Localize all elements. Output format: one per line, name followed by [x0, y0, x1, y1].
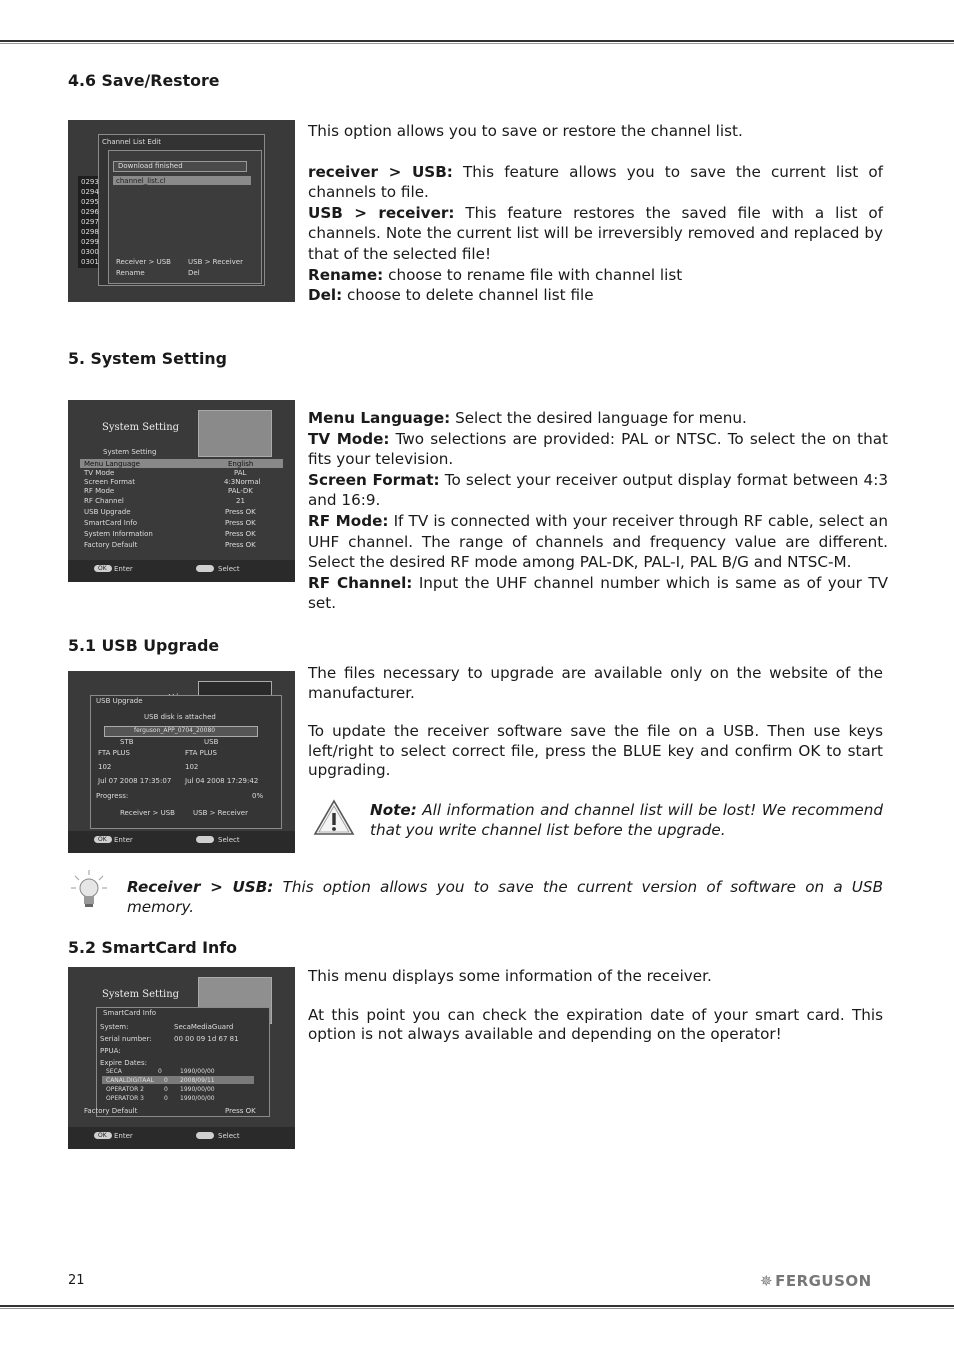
screen-num-5: 0298 — [81, 228, 99, 236]
screen-num-6: 0299 — [81, 238, 99, 246]
usb-title: USB Upgrade — [96, 697, 143, 705]
screen-num-1: 0294 — [81, 188, 99, 196]
ss-row-label-3: RF Mode — [84, 487, 115, 495]
save-restore-intro: This option allows you to save or restore the channel list. — [308, 122, 743, 140]
sc-title: System Setting — [102, 989, 180, 1000]
sc-expire-label: Expire Dates: — [100, 1059, 147, 1067]
usb-upgrade-text — [308, 664, 883, 781]
smartcard-para2: At this point you can check the expiration date of your smart card. This option is not always available and depending on the operator! — [308, 1005, 883, 1044]
ss-row-value-1: PAL — [234, 469, 247, 477]
save-restore-item-0: receiver > USB: This feature allows you to save the current list of channels to file. — [308, 162, 883, 202]
screenshot-usb-upgrade — [68, 671, 295, 853]
ss-select: Select — [218, 565, 240, 573]
sc-serial-value: 00 00 09 1d 67 81 — [174, 1035, 239, 1043]
heading-save-restore: 4.6 Save/Restore — [68, 71, 220, 90]
usb-usb-date: Jul 04 2008 17:29:42 — [185, 777, 259, 785]
save-restore-item-3: Del: choose to delete channel list file — [308, 286, 594, 305]
brand-symbol-icon: ✵ — [760, 1272, 774, 1290]
screen-row-download: Download finished — [118, 162, 183, 170]
usb-select: Select — [218, 836, 240, 844]
ss-row-label-5: USB Upgrade — [84, 508, 131, 516]
ss-row-value-2: 4:3Normal — [224, 478, 261, 486]
usb-btn-usb-receiver: USB > Receiver — [193, 809, 248, 817]
usb-file: ferguson_APP_0704_20080 — [134, 727, 216, 734]
ss-ok: OK — [98, 565, 107, 572]
usb-stb-ver: 102 — [98, 763, 112, 771]
screen-num-3: 0296 — [81, 208, 99, 216]
save-restore-text — [308, 121, 883, 306]
sc-system-label: System: — [100, 1023, 129, 1031]
lightbulb-icon — [70, 869, 108, 911]
screen-title: Channel List Edit — [102, 138, 161, 146]
bottom-rule-thin — [0, 1308, 954, 1309]
sc-row-date-3: 1990/00/00 — [180, 1095, 215, 1102]
ss-row-label-1: TV Mode — [84, 469, 115, 477]
screen-num-8: 0301 — [81, 258, 99, 266]
sc-row-date-1: 2008/09/11 — [180, 1077, 215, 1084]
system-setting-item-3: RF Mode: If TV is connected with your receiver through RF cable, select an UHF channel. The range of channels and frequency value are different. Select the desired RF mode among PAL-DK, PAL-I, PAL B/G and NTSC-M. — [308, 511, 888, 572]
sc-factory-value: Press OK — [225, 1107, 256, 1115]
brand-name: FERGUSON — [775, 1272, 872, 1290]
screen-num-4: 0297 — [81, 218, 99, 226]
usb-upgrade-tip: Receiver > USB: This option allows you to save the current version of software on a USB memory. — [127, 878, 883, 916]
page-number: 21 — [68, 1273, 85, 1288]
sc-factory-label: Factory Default — [84, 1107, 138, 1115]
save-restore-item-1: USB > receiver: This feature restores the saved file with a list of channels. Note the current list will be irreversibly removed and replaced by that of the selected file! — [308, 203, 883, 263]
sc-enter: Enter — [114, 1132, 133, 1140]
sc-row-num-0: 0 — [158, 1068, 162, 1075]
ss-row-label-2: Screen Format — [84, 478, 135, 486]
sc-row-num-2: 0 — [164, 1086, 168, 1093]
usb-upgrade-note: Note: All information and channel list will be lost! We recommend that you write channel list before the upgrade. — [370, 801, 883, 839]
sc-ok: OK — [98, 1132, 107, 1139]
smartcard-para1: This menu displays some information of the receiver. — [308, 967, 712, 985]
ss-row-value-3: PAL-DK — [228, 487, 253, 495]
sc-row-name-0: SECA — [106, 1068, 122, 1075]
ss-enter: Enter — [114, 565, 133, 573]
sc-row-name-2: OPERATOR 2 — [106, 1086, 144, 1093]
top-rule — [0, 40, 954, 42]
top-rule-thin — [0, 43, 954, 44]
usb-upgrade-para1: The files necessary to upgrade are available only on the website of the manufacturer. — [308, 664, 883, 702]
sc-row-num-1: 0 — [164, 1077, 168, 1084]
screen-subtitle: System Setting — [103, 448, 157, 456]
screen-btn-del: Del — [188, 269, 200, 277]
heading-smartcard-info: 5.2 SmartCard Info — [68, 938, 238, 957]
usb-btn-receiver-usb: Receiver > USB — [120, 809, 175, 817]
brand-logo — [760, 1272, 872, 1290]
usb-upgrade-para2: To update the receiver software save the file on a USB. Then use keys left/right to select correct file, press the BLUE key and confirm OK to start upgrading. — [308, 722, 883, 780]
smartcard-text — [308, 967, 883, 1045]
bottom-rule — [0, 1305, 954, 1307]
heading-system-setting: 5. System Setting — [68, 349, 227, 368]
system-setting-item-4: RF Channel: Input the UHF channel number which is same as of your TV set. — [308, 573, 888, 613]
usb-stb-name: FTA PLUS — [98, 749, 130, 757]
screen-num-2: 0295 — [81, 198, 99, 206]
system-setting-item-1: TV Mode: Two selections are provided: PAL or NTSC. To select the on that fits your television. — [308, 429, 889, 469]
system-setting-item-2: Screen Format: To select your receiver output display format between 4:3 and 16:9. — [308, 470, 888, 510]
usb-usb-name: FTA PLUS — [185, 749, 217, 757]
ss-row-label-4: RF Channel — [84, 497, 124, 505]
heading-usb-upgrade: 5.1 USB Upgrade — [68, 636, 220, 655]
usb-attached: USB disk is attached — [144, 713, 216, 721]
ss-row-value-4: 21 — [236, 497, 245, 505]
screen-btn-rename: Rename — [116, 269, 145, 277]
usb-progress-label: Progress: — [96, 792, 129, 800]
usb-enter: Enter — [114, 836, 133, 844]
screen-num-0: 0293 — [81, 178, 99, 186]
screenshot-smartcard-info — [68, 967, 295, 1149]
usb-col-stb: STB — [120, 738, 134, 746]
sc-ppua-label: PPUA: — [100, 1047, 121, 1055]
sc-row-name-3: OPERATOR 3 — [106, 1095, 144, 1102]
screen-row-file: channel_list.cl — [116, 177, 166, 185]
screenshot-system-setting — [68, 400, 295, 582]
ss-row-label-7: System Information — [84, 530, 153, 538]
ss-row-label-0: Menu Language — [84, 460, 140, 468]
usb-progress-value: 0% — [252, 792, 264, 800]
ss-row-label-6: SmartCard Info — [84, 519, 138, 527]
ss-row-value-5: Press OK — [225, 508, 256, 516]
screen-num-7: 0300 — [81, 248, 99, 256]
screen-btn-usb-receiver: USB > Receiver — [188, 258, 243, 266]
ss-row-value-8: Press OK — [225, 541, 256, 549]
sc-system-value: SecaMediaGuard — [174, 1023, 234, 1031]
usb-ok: OK — [98, 836, 107, 843]
sc-subtitle: SmartCard Info — [103, 1009, 157, 1017]
sc-row-name-1: CANALDIGITAAL — [106, 1077, 154, 1084]
usb-col-usb: USB — [204, 738, 219, 746]
screenshot-channel-list-edit — [68, 120, 295, 302]
screen-title: System Setting — [102, 422, 180, 433]
usb-stb-date: Jul 07 2008 17:35:07 — [98, 777, 172, 785]
sc-serial-label: Serial number: — [100, 1035, 152, 1043]
usb-usb-ver: 102 — [185, 763, 199, 771]
sc-row-num-3: 0 — [164, 1095, 168, 1102]
sc-row-date-2: 1990/00/00 — [180, 1086, 215, 1093]
system-setting-item-0: Menu Language: Select the desired language for menu. — [308, 409, 747, 427]
sc-select: Select — [218, 1132, 240, 1140]
warning-icon — [312, 798, 356, 838]
ss-row-label-8: Factory Default — [84, 541, 138, 549]
ss-row-value-6: Press OK — [225, 519, 256, 527]
system-setting-text — [308, 408, 888, 614]
sc-row-date-0: 1990/00/00 — [180, 1068, 215, 1075]
save-restore-item-2: Rename: choose to rename file with channel list — [308, 265, 683, 284]
ss-row-value-0: English — [228, 460, 254, 468]
screen-btn-receiver-usb: Receiver > USB — [116, 258, 171, 266]
ss-row-value-7: Press OK — [225, 530, 256, 538]
